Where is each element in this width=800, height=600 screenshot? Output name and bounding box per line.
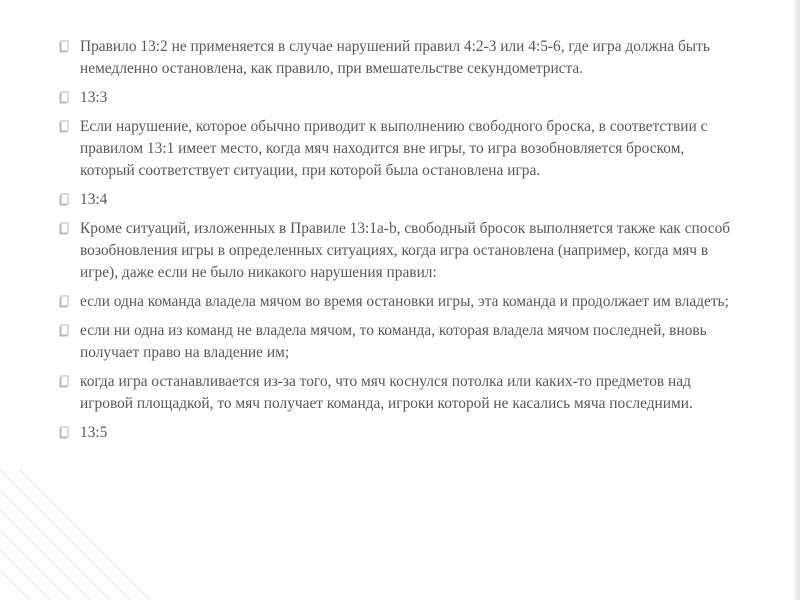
list-item-text: 13:3 [80, 89, 108, 106]
diagonal-stripes-decoration [0, 470, 800, 600]
list-item [58, 291, 738, 313]
list-item-text: если ни одна из команд не владела мячом, то команда, которая владела мячом последней, вновь получает право на владение им; [80, 322, 707, 361]
list-item-text: 13:5 [80, 424, 108, 441]
hollow-square-bullet-icon [58, 294, 70, 309]
list-item [58, 218, 738, 284]
hollow-square-bullet-icon [58, 39, 70, 54]
list-item-text: Правило 13:2 не применяется в случае нарушений правил 4:2-3 или 4:5-6, где игра должна быть немедленно остановлена, как правило, при вмешательстве секундометриста. [80, 38, 710, 77]
hollow-square-bullet-icon [58, 221, 70, 236]
list-item [58, 189, 738, 211]
list-item [58, 87, 738, 109]
list-item-text: 13:4 [80, 191, 108, 208]
hollow-square-bullet-icon [58, 119, 70, 134]
hollow-square-bullet-icon [58, 374, 70, 389]
list-item-text: Если нарушение, которое обычно приводит к выполнению свободного броска, в соответствии с правилом 13:1 имеет место, когда мяч находится вне игры, то игра возобновляется броском, который соответствует ситуации, при которой была остановлена игра. [80, 118, 708, 179]
list-item-text: если одна команда владела мячом во время остановки игры, эта команда и продолжает им владеть; [80, 293, 729, 310]
hollow-square-bullet-icon [58, 323, 70, 338]
list-item [58, 320, 738, 364]
list-item [58, 371, 738, 415]
hollow-square-bullet-icon [58, 425, 70, 440]
list-item-text: Кроме ситуаций, изложенных в Правиле 13:1a-b, свободный бросок выполняется также как способ возобновления игры в определенных ситуациях, когда игра остановлена (например, когда мяч в игре), даже если не было никакого нарушения правил: [80, 220, 731, 281]
list-item [58, 422, 738, 444]
list-item-text: когда игра останавливается из-за того, что мяч коснулся потолка или каких-то предметов над игровой площадкой, то мяч получает команда, игроки которой не касались мяча последними. [80, 373, 693, 412]
list-item [58, 116, 738, 182]
hollow-square-bullet-icon [58, 192, 70, 207]
hollow-square-bullet-icon [58, 90, 70, 105]
list-item [58, 36, 738, 80]
bullet-list [58, 36, 738, 451]
